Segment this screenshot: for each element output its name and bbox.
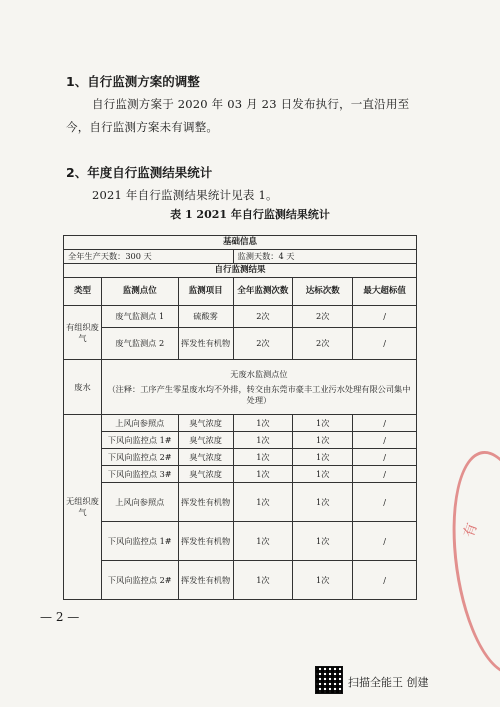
table-cell: 1次: [293, 432, 353, 449]
table-cell: 1次: [233, 483, 293, 522]
monitoring-days: 监测天数：4 天: [233, 250, 416, 264]
wastewater-line-1: 无废水监测点位: [230, 368, 288, 379]
type-wastewater: 废水: [64, 360, 102, 415]
table-cell: 1次: [293, 466, 353, 483]
header-item: 监测项目: [178, 278, 233, 306]
table-cell: 臭气浓度: [178, 415, 233, 432]
header-pass: 达标次数: [293, 278, 353, 306]
header-max: 最大超标值: [353, 278, 417, 306]
red-seal-stamp: [440, 445, 500, 681]
table-cell: 上风向参照点: [101, 483, 178, 522]
table-cell: 臭气浓度: [178, 432, 233, 449]
table-cell: 1次: [293, 449, 353, 466]
type-unorganized-gas: 无组织废气: [64, 415, 102, 600]
section-1-line-1: 自行监测方案于 2020 年 03 月 23 日发布执行，一直沿用至: [92, 97, 410, 111]
table-cell: 1次: [233, 561, 293, 600]
section-1-line-2: 今，自行监测方案未有调整。: [66, 120, 219, 134]
page-number: — 2 —: [40, 610, 80, 624]
table-cell: /: [353, 415, 417, 432]
header-type: 类型: [64, 278, 102, 306]
stamp-text: 有: [461, 521, 481, 540]
table-cell: 1次: [233, 432, 293, 449]
section-2-heading: 2、年度自行监测结果统计: [66, 165, 213, 180]
table-cell: 挥发性有机物: [178, 561, 233, 600]
table-cell: 挥发性有机物: [178, 328, 233, 360]
table-cell: /: [353, 449, 417, 466]
table-cell: 1次: [293, 522, 353, 561]
wastewater-line-2: （注释：工序产生零星废水均不外排，转交由东莞市豪丰工业污水处理有限公司集中处理）: [107, 383, 411, 405]
table-cell: /: [353, 483, 417, 522]
table-cell: 2次: [293, 306, 353, 328]
table-cell: 下风向监控点 1#: [101, 432, 178, 449]
table-cell: /: [353, 466, 417, 483]
table-cell: 下风向监控点 1#: [101, 522, 178, 561]
table-cell: 硫酸雾: [178, 306, 233, 328]
table-cell: 臭气浓度: [178, 466, 233, 483]
table-cell: /: [353, 522, 417, 561]
wastewater-note: [101, 360, 416, 415]
table-cell: 挥发性有机物: [178, 483, 233, 522]
qr-code-icon: [315, 666, 343, 694]
table-cell: 下风向监控点 3#: [101, 466, 178, 483]
table-cell: 1次: [233, 466, 293, 483]
section-1-heading: 1、自行监测方案的调整: [66, 74, 200, 89]
table-cell: 1次: [233, 522, 293, 561]
section-2-intro: 2021 年自行监测结果统计见表 1。: [92, 188, 278, 202]
results-title: 自行监测结果: [64, 264, 417, 278]
header-point: 监测点位: [101, 278, 178, 306]
table-cell: 下风向监控点 2#: [101, 449, 178, 466]
table-cell: 挥发性有机物: [178, 522, 233, 561]
table-cell: 1次: [293, 415, 353, 432]
table-cell: 2次: [233, 328, 293, 360]
production-days: 全年生产天数：300 天: [64, 250, 234, 264]
table-cell: 2次: [293, 328, 353, 360]
type-organized-gas: 有组织废气: [64, 306, 102, 360]
table-cell: 废气监测点 1: [101, 306, 178, 328]
table-cell: /: [353, 306, 417, 328]
table-cell: 1次: [233, 449, 293, 466]
table-cell: 1次: [233, 415, 293, 432]
scanner-watermark: 扫描全能王 创建: [348, 676, 429, 689]
table-cell: /: [353, 328, 417, 360]
table-cell: 1次: [293, 483, 353, 522]
table-cell: 臭气浓度: [178, 449, 233, 466]
header-count: 全年监测次数: [233, 278, 293, 306]
table-cell: /: [353, 561, 417, 600]
table-cell: 上风向参照点: [101, 415, 178, 432]
basic-info-title: 基础信息: [64, 236, 417, 250]
table-cell: 1次: [293, 561, 353, 600]
table-cell: 废气监测点 2: [101, 328, 178, 360]
monitoring-results-table: [63, 235, 417, 600]
table-cell: /: [353, 432, 417, 449]
table-cell: 下风向监控点 2#: [101, 561, 178, 600]
table-caption: 表 1 2021 年自行监测结果统计: [170, 208, 330, 221]
table-cell: 2次: [233, 306, 293, 328]
